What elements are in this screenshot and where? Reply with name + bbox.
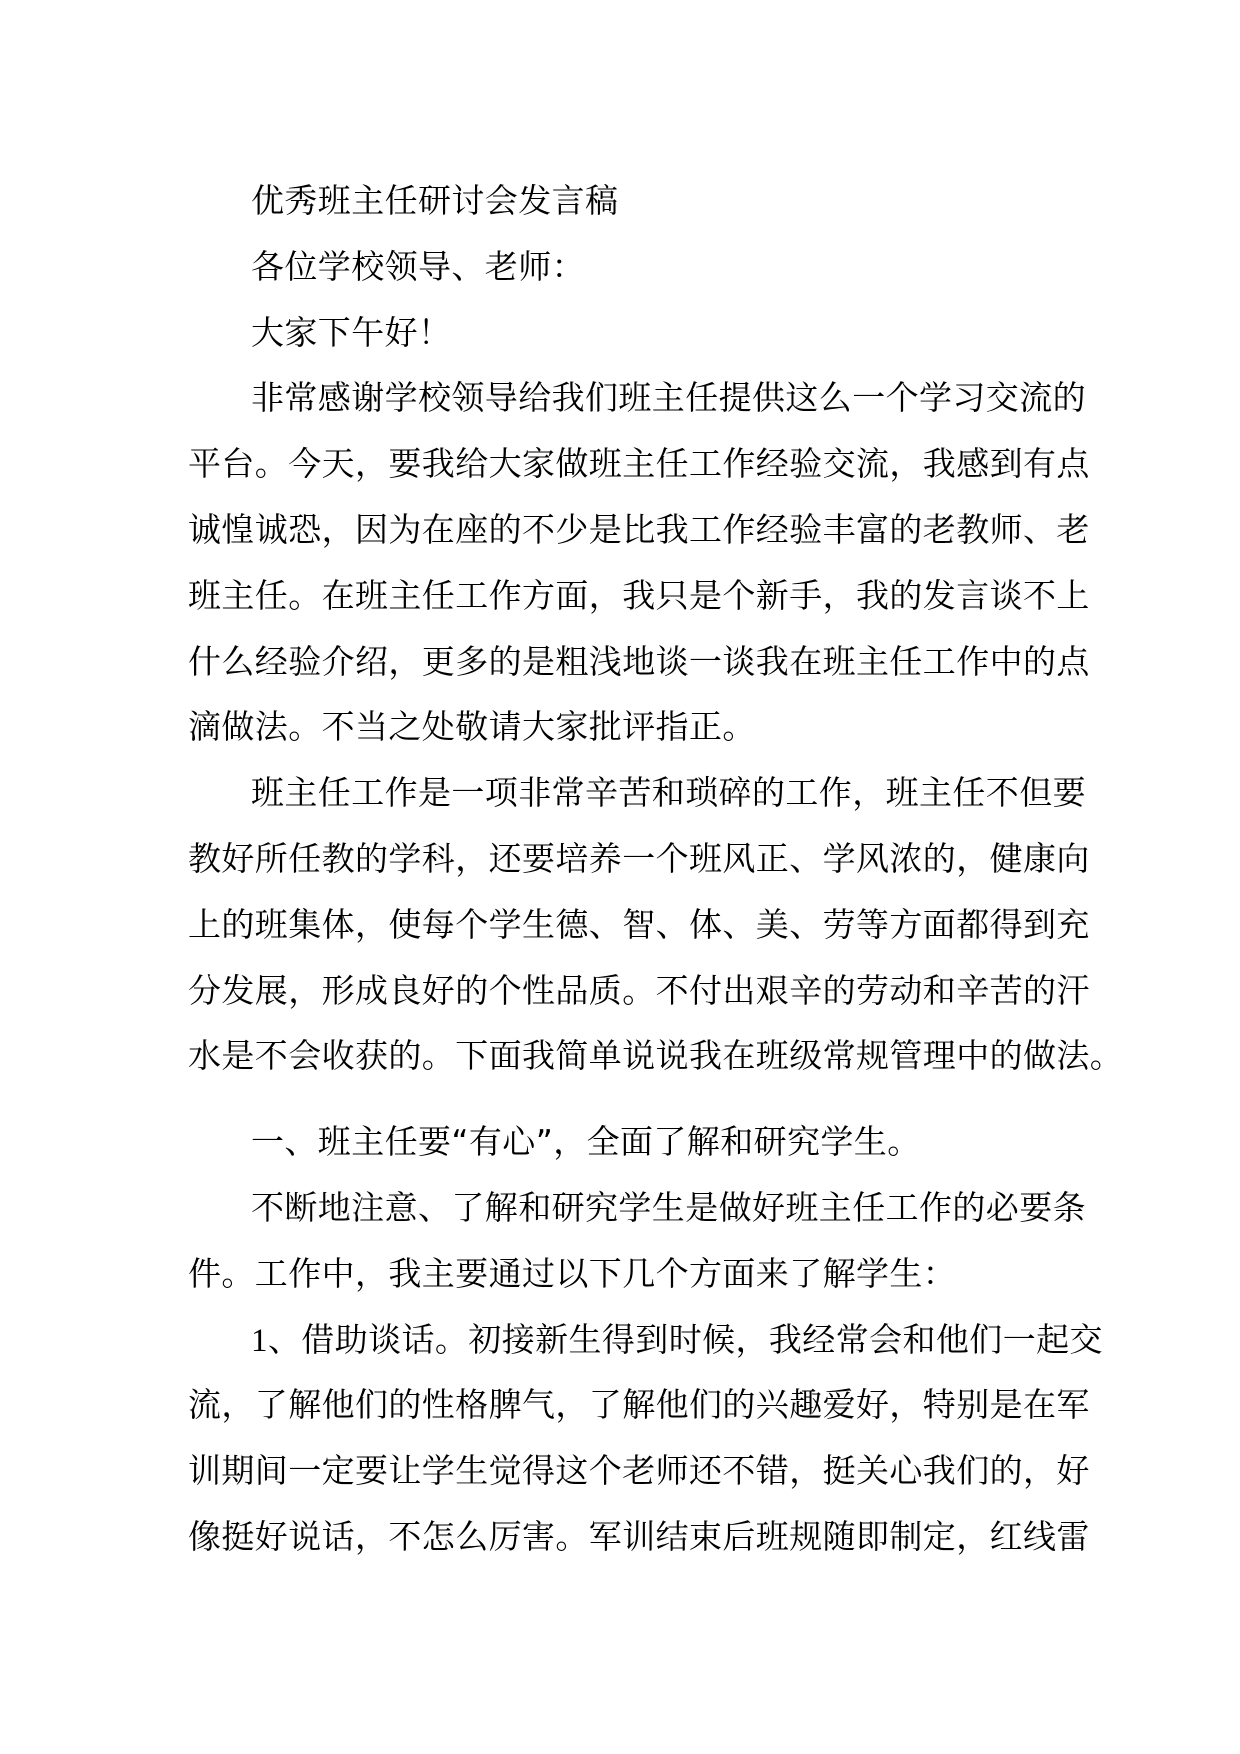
paragraph-talk bbox=[188, 1307, 1103, 1570]
paragraph-line: 班主任。在班主任工作方面，我只是个新手，我的发言谈不上 bbox=[188, 575, 1090, 615]
salutation: 各位学校领导、老师： bbox=[251, 246, 585, 286]
paragraph-thanks bbox=[188, 365, 1090, 760]
paragraph-line: 平台。今天，要我给大家做班主任工作经验交流，我感到有点 bbox=[188, 444, 1090, 484]
document-title: 优秀班主任研讨会发言稿 bbox=[251, 181, 619, 220]
item-text: 、借助谈话。初接新生得到时候，我经常会和他们一起交 bbox=[267, 1319, 1103, 1359]
paragraph-line: 滴做法。不当之处敬请大家批评指正。 bbox=[188, 707, 756, 747]
document-body bbox=[188, 168, 1124, 1570]
paragraph-line: 训期间一定要让学生觉得这个老师还不错，挺关心我们的，好 bbox=[188, 1451, 1090, 1491]
paragraph-line: 上的班集体，使每个学生德、智、体、美、劳等方面都得到充 bbox=[188, 904, 1090, 944]
paragraph-line: 诚惶诚恐，因为在座的不少是比我工作经验丰富的老教师、老 bbox=[188, 509, 1090, 549]
paragraph-line: 非常感谢学校领导给我们班主任提供这么一个学习交流的 bbox=[251, 378, 1086, 418]
section-heading: 一、班主任要“有心”，全面了解和研究学生。 bbox=[251, 1122, 921, 1162]
greeting: 大家下午好！ bbox=[251, 312, 452, 352]
paragraph-line: 班主任工作是一项非常辛苦和琐碎的工作，班主任不但要 bbox=[251, 773, 1086, 813]
paragraph-line bbox=[188, 1307, 1103, 1373]
item-number: 1 bbox=[251, 1322, 268, 1359]
paragraph-line: 教好所任教的学科，还要培养一个班风正、学风浓的，健康向 bbox=[188, 838, 1090, 878]
paragraph-line: 件。工作中，我主要通过以下几个方面来了解学生： bbox=[188, 1253, 957, 1293]
paragraph-work-intro bbox=[188, 760, 1124, 1089]
paragraph-line: 分发展，形成良好的个性品质。不付出艰辛的劳动和辛苦的汗 bbox=[188, 970, 1090, 1010]
paragraph-understand-students bbox=[188, 1175, 1086, 1307]
paragraph-line: 水是不会收获的。下面我简单说说我在班级常规管理中的做法。 bbox=[188, 1036, 1124, 1076]
paragraph-line: 流，了解他们的性格脾气，了解他们的兴趣爱好，特别是在军 bbox=[188, 1385, 1090, 1425]
paragraph-line: 什么经验介绍，更多的是粗浅地谈一谈我在班主任工作中的点 bbox=[188, 641, 1090, 681]
paragraph-gap bbox=[188, 1089, 1068, 1109]
paragraph-line: 像挺好说话，不怎么厉害。军训结束后班规随即制定，红线雷 bbox=[188, 1516, 1090, 1556]
paragraph-line: 不断地注意、了解和研究学生是做好班主任工作的必要条 bbox=[251, 1187, 1086, 1227]
